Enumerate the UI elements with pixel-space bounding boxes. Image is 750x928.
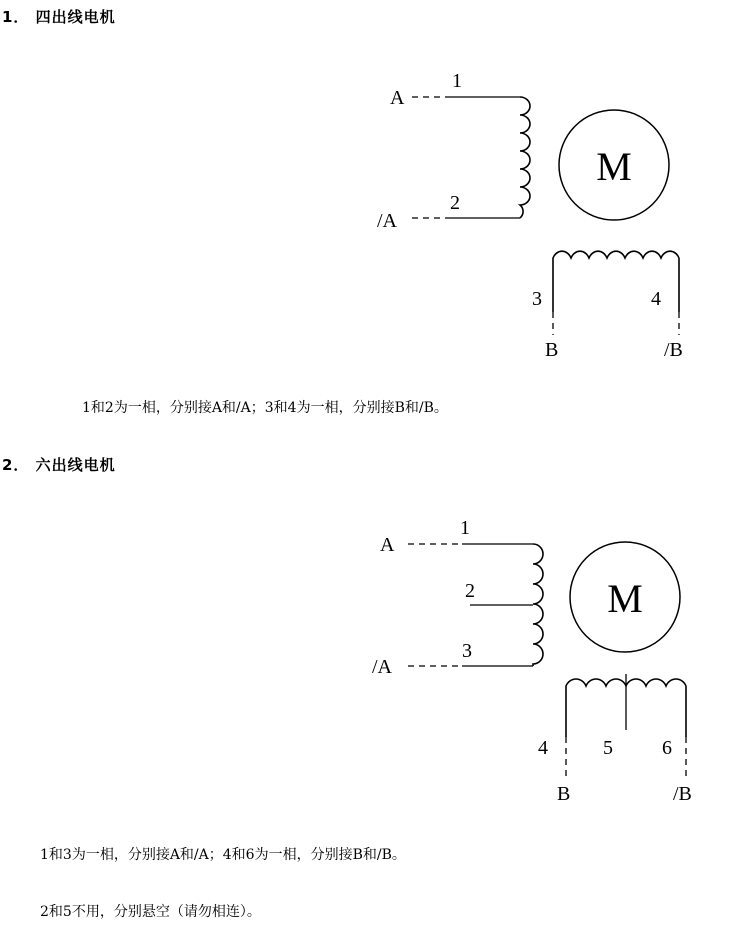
pin-4: 4	[538, 737, 548, 759]
label-not-a: /A	[377, 210, 397, 232]
section2-description-2: 2和5不用，分别悬空（请勿相连）。	[40, 904, 261, 920]
label-a: A	[390, 87, 405, 109]
pin-3: 3	[532, 288, 542, 310]
section2-heading: 2． 六出线电机	[2, 456, 116, 474]
motor-label: M	[607, 576, 643, 621]
label-a: A	[380, 534, 395, 556]
label-not-b: /B	[664, 339, 683, 361]
section2-description-1: 1和3为一相，分别接A和/A；4和6为一相，分别接B和/B。	[40, 847, 406, 863]
six-wire-motor-diagram	[0, 450, 750, 830]
pin-1: 1	[460, 517, 470, 539]
label-not-b: /B	[673, 783, 692, 805]
pin-2: 2	[465, 580, 475, 602]
pin-2: 2	[450, 192, 460, 214]
pin-6: 6	[662, 737, 672, 759]
section1-heading: 1． 四出线电机	[2, 8, 116, 26]
motor-label: M	[596, 144, 632, 189]
pin-5: 5	[603, 737, 613, 759]
pin-1: 1	[452, 70, 462, 92]
section1-description: 1和2为一相，分别接A和/A；3和4为一相，分别接B和/B。	[82, 400, 448, 416]
pin-4: 4	[651, 288, 661, 310]
label-not-a: /A	[372, 656, 392, 678]
four-wire-motor-diagram	[0, 0, 750, 380]
label-b: B	[557, 783, 571, 805]
pin-3: 3	[462, 640, 472, 662]
label-b: B	[545, 339, 559, 361]
coil-phase-a	[520, 97, 530, 218]
coil-phase-a	[533, 544, 543, 666]
